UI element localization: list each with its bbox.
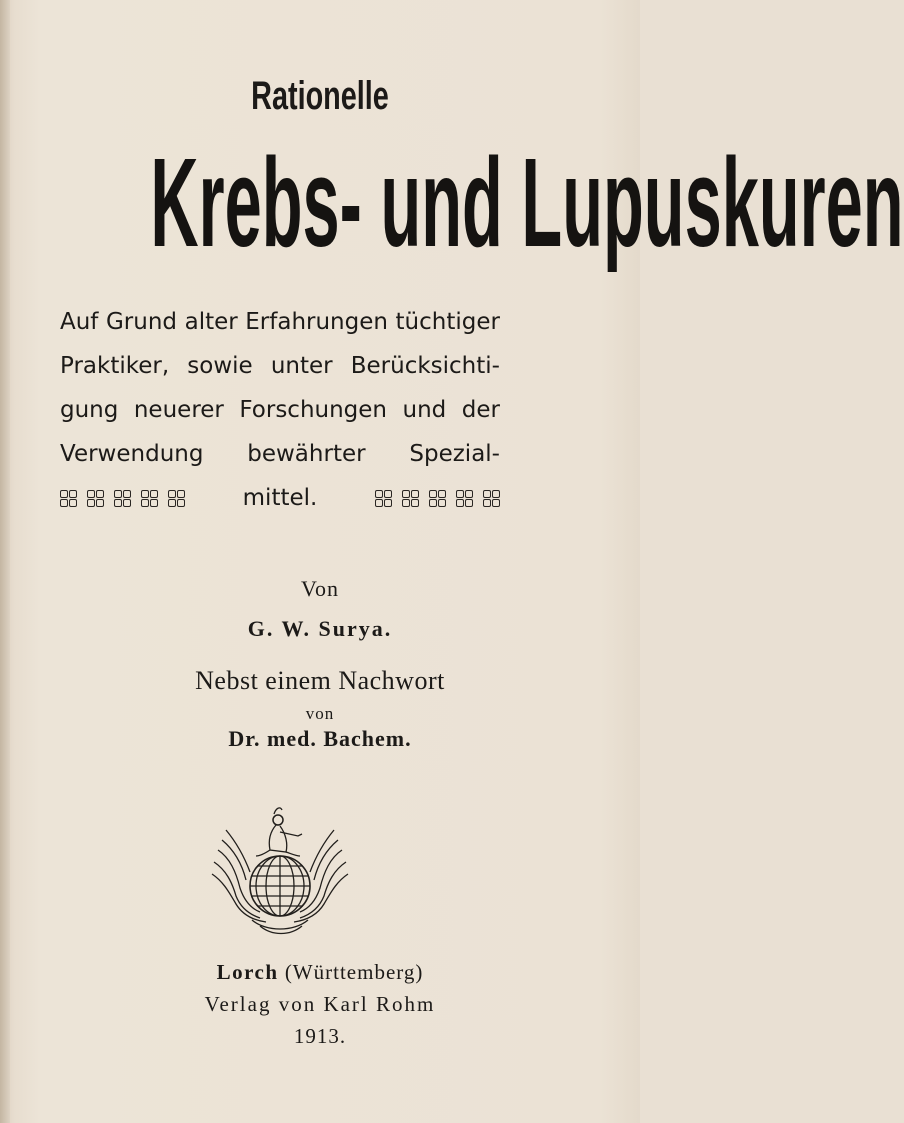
globe-figure-flames-emblem-icon — [210, 800, 350, 940]
square-knot-ornament-icon — [60, 490, 77, 507]
imprint-year: 1913. — [293, 1024, 347, 1048]
title-line-2: Krebs- und Lupuskuren — [150, 132, 904, 273]
square-knot-ornament-icon — [168, 490, 185, 507]
square-knot-ornament-icon — [456, 490, 473, 507]
word: bewährter — [247, 441, 366, 467]
word: gung — [60, 397, 119, 423]
word: alter — [184, 309, 238, 335]
square-knot-ornament-icon — [375, 490, 392, 507]
word: sowie — [187, 353, 253, 379]
book-spine-edge — [0, 0, 10, 1123]
afterword-by-label: von — [305, 704, 335, 723]
word: Forschungen — [239, 397, 387, 423]
word: Berücksichti- — [350, 353, 500, 379]
description-line-1 — [60, 300, 500, 344]
square-knot-ornament-icon — [141, 490, 158, 507]
word: Auf — [60, 309, 99, 335]
description-line-4 — [60, 432, 500, 476]
word: der — [461, 397, 500, 423]
word: Verwendung — [60, 441, 204, 467]
word: und — [402, 397, 447, 423]
author-by-label: Von — [300, 576, 340, 601]
description-line-5 — [60, 476, 500, 520]
word: mittel. — [242, 485, 318, 511]
square-knot-ornament-icon — [87, 490, 104, 507]
word: Spezial- — [409, 441, 500, 467]
square-knot-ornament-icon — [402, 490, 419, 507]
word: Praktiker, — [60, 353, 170, 379]
description-line-3 — [60, 388, 500, 432]
imprint-region: (Württemberg) — [284, 960, 424, 984]
title-line-1: Rationelle — [251, 74, 389, 118]
square-knot-ornament-icon — [429, 490, 446, 507]
imprint-place — [0, 960, 640, 985]
author-name: G. W. Surya. — [247, 616, 393, 641]
word: unter — [270, 353, 333, 379]
ornament-group-left — [60, 490, 185, 507]
word: tüchtiger — [395, 309, 500, 335]
description-line-2 — [60, 344, 500, 388]
subtitle-description — [60, 300, 500, 520]
word: neuerer — [133, 397, 224, 423]
word: Grund — [105, 309, 178, 335]
imprint-city: Lorch — [216, 960, 279, 984]
square-knot-ornament-icon — [114, 490, 131, 507]
square-knot-ornament-icon — [483, 490, 500, 507]
imprint-publisher: Verlag von Karl Rohm — [204, 992, 436, 1016]
afterword-author: Dr. med. Bachem. — [228, 726, 412, 751]
afterword-label: Nebst einem Nachwort — [195, 666, 445, 695]
ornament-group-right — [375, 490, 500, 507]
word: Erfahrungen — [245, 309, 388, 335]
